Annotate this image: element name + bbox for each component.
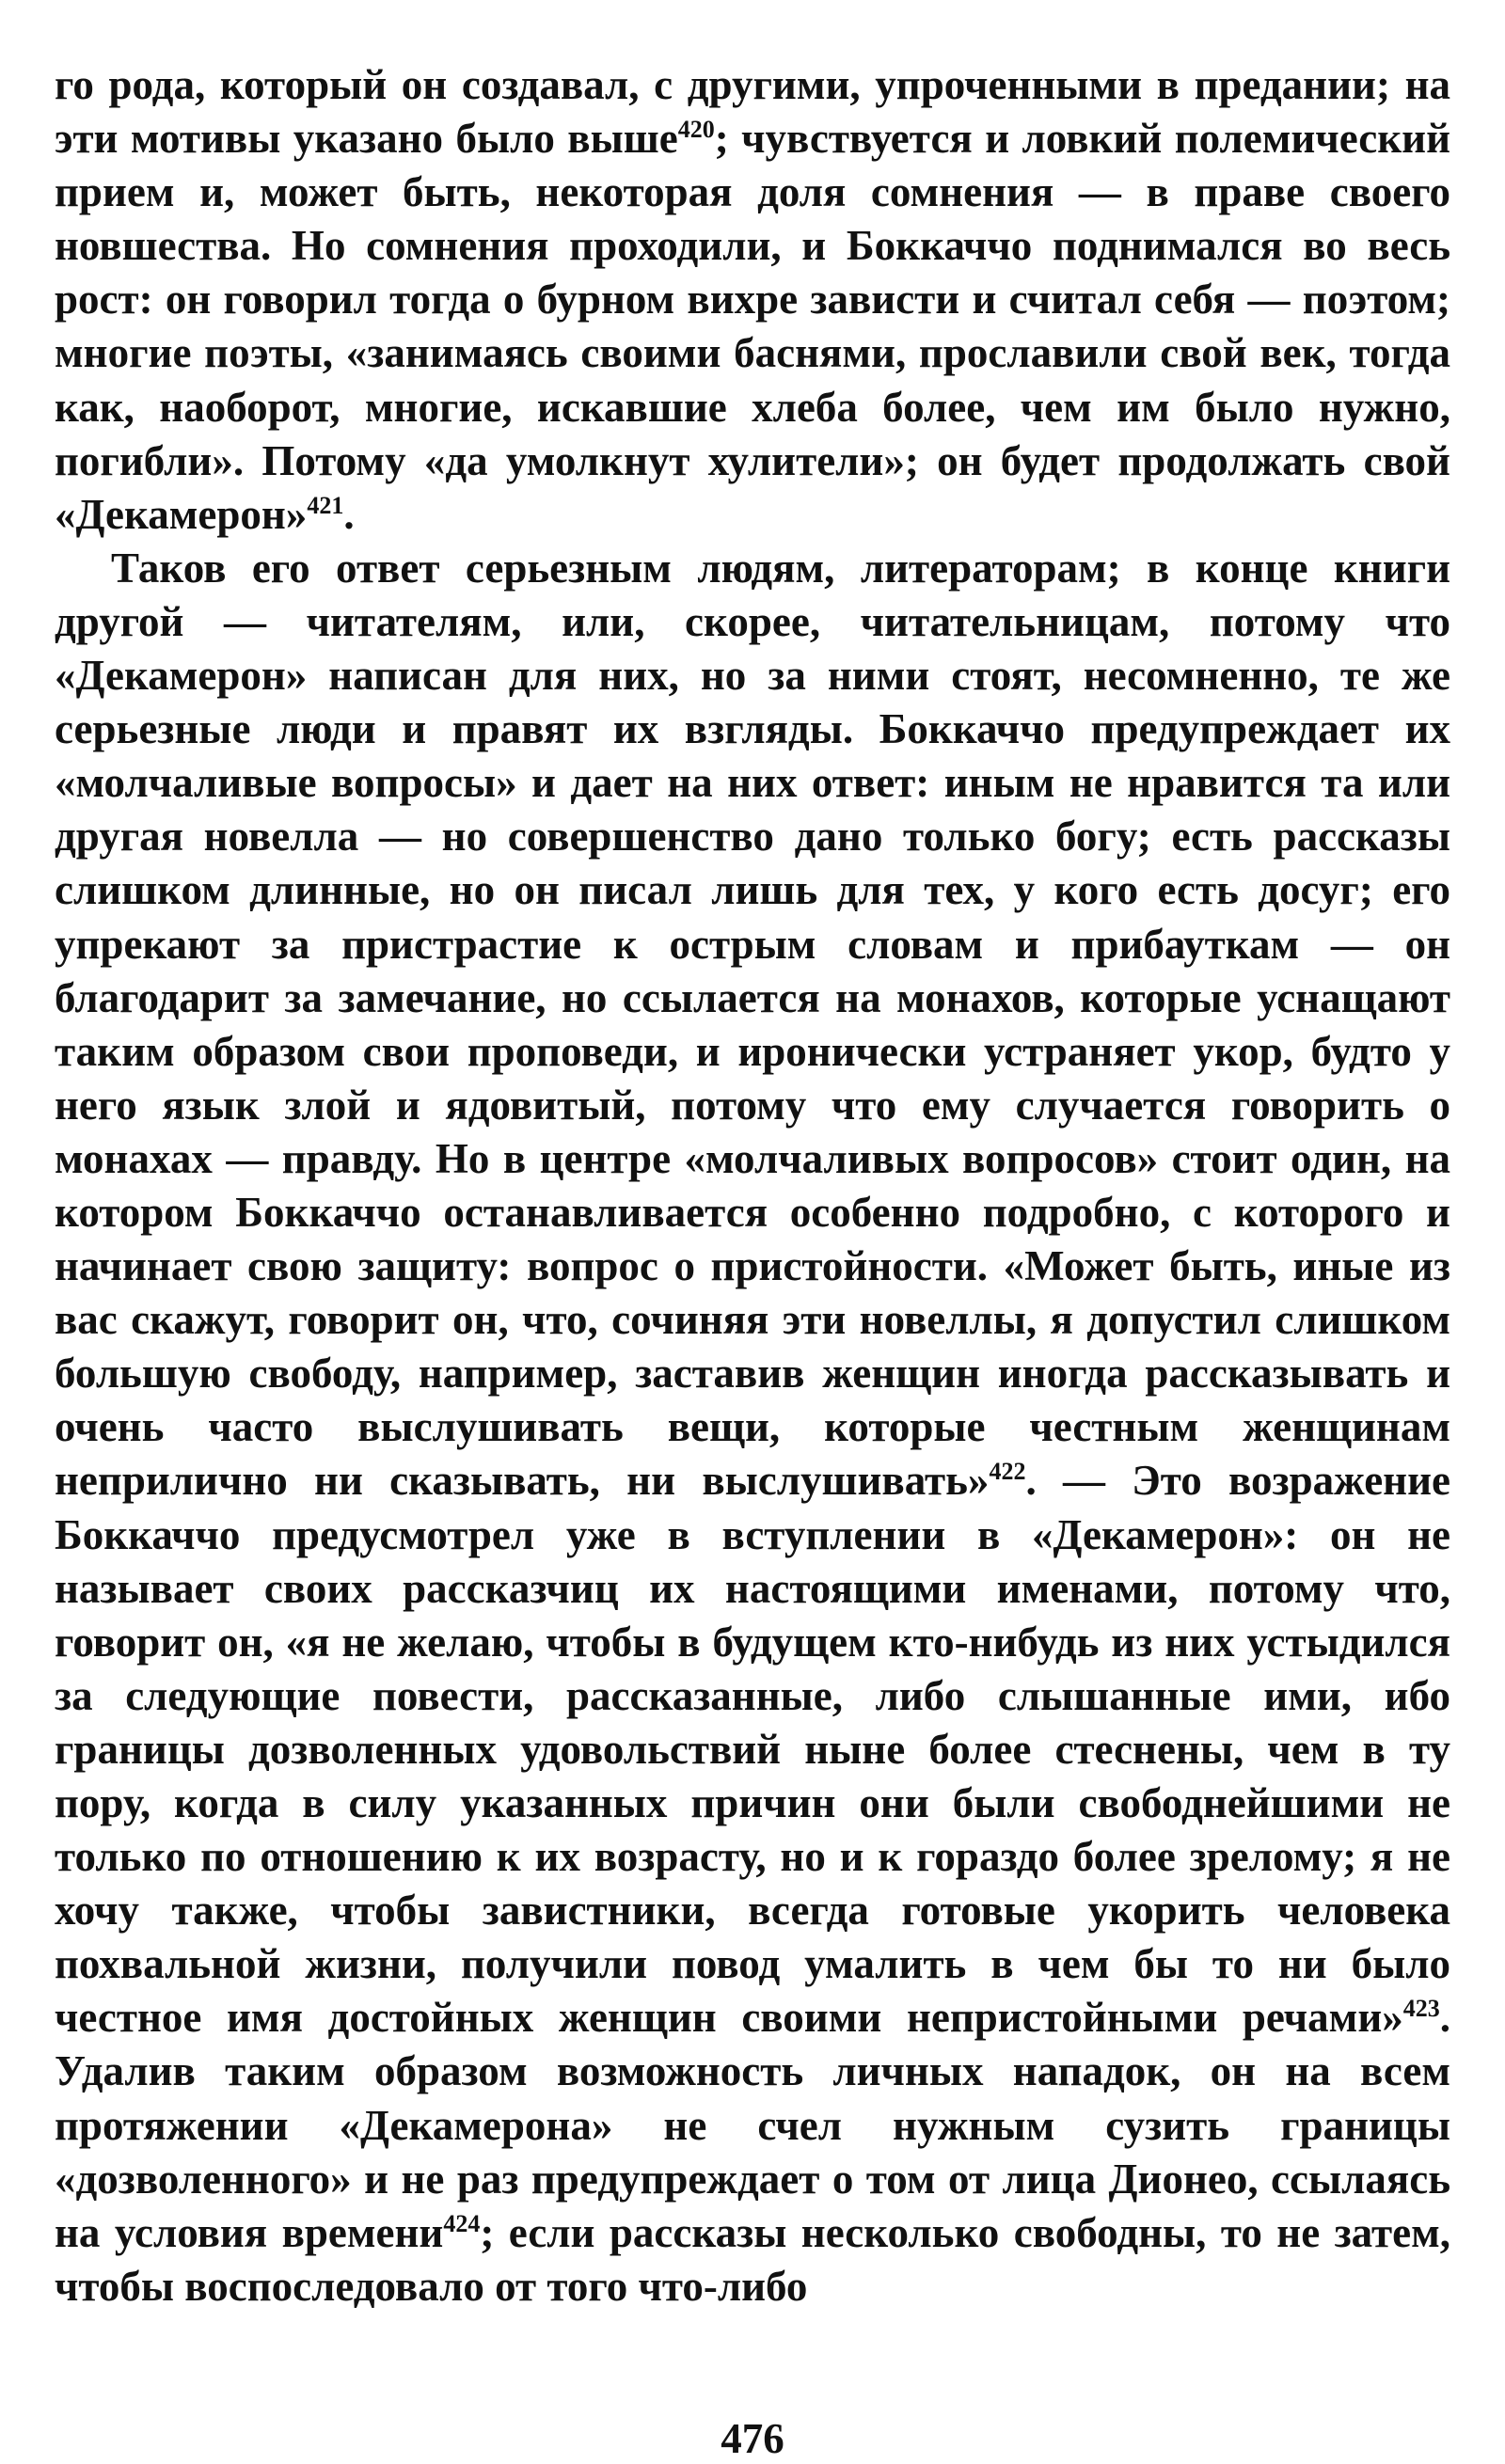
paragraph-text: . bbox=[343, 490, 355, 538]
footnote-ref: 424 bbox=[443, 2209, 481, 2237]
paragraph-text: ; чувствуется и ловкий полемический прием и, может быть, некоторая доля сомнения — в праве своего новшества. Но сомнения проходили, и Боккаччо поднимался во весь рост: он говорил тогда о бурном вихре зависти и считал себя — поэтом; многие поэты, «занимаясь своими баснями, прославили свой век, тогда как, наоборот, многие, искавшие хлеба более, чем им было нужно, погибли». Потому «да умолкнут хулители»; он будет продолжать свой «Декамерон» bbox=[55, 115, 1450, 538]
paragraph-text: . — Это возражение Боккаччо предусмотрел уже в вступлении в «Декамерон»: он не называет своих рассказчиц их настоящими именами, потому что, говорит он, «я не желаю, чтобы в будущем кто-нибудь из них устыдился за следующие повести, рассказанные, либо слышанные ими, ибо границы дозволенных удовольствий ныне более стеснены, чем в ту пору, когда в силу указанных причин они были свободнейшими не только по отношению к их возрасту, но и к гораздо более зрелому; я не хочу также, чтобы завистники, всегда готовые укорить человека похвальной жизни, получили повод умалить в чем бы то ни было честное имя достойных женщин своими непристойными речами» bbox=[55, 1457, 1450, 2042]
paragraph-text: Таков его ответ серьезным людям, литераторам; в конце книги другой — читателям, или, скорее, читательницам, потому что «Декамерон» написан для них, но за ними стоят, несомненно, те же серьезные люди и правят их взгляды. Боккаччо предупреждает их «молчаливые вопросы» и дает на них ответ: иным не нравится та или другая новелла — но совершенство дано только богу; есть рассказы слишком длинные, но он писал лишь для тех, у кого есть досуг; его упрекают за пристрастие к острым словам и прибауткам — он благодарит за замечание, но ссылается на монахов, которые уснащают таким образом свои проповеди, и иронически устраняет укор, будто у него язык злой и ядовитый, потому что ему случается говорить о монахах — правду. Но в центре «молчаливых вопросов» стоит один, на котором Боккаччо останавливается особенно подробно, с которого и начинает свою защиту: вопрос о пристойности. «Может быть, иные из вас скажут, говорит он, что, сочиняя эти новеллы, я допустил слишком большую свободу, например, заставив женщин иногда рассказывать и очень часто выслушивать вещи, которые честным женщинам неприлично ни сказывать, ни выслушивать» bbox=[55, 544, 1450, 1505]
page-number: 476 bbox=[721, 2415, 784, 2462]
footnote-ref: 422 bbox=[989, 1458, 1026, 1486]
footnote-ref: 421 bbox=[307, 491, 344, 519]
book-page-text bbox=[55, 58, 1450, 2314]
footnote-ref: 420 bbox=[677, 116, 715, 144]
footnote-ref: 423 bbox=[1402, 1995, 1440, 2023]
paragraph-text: . Удалив таким образом возможность личных нападок, он на всем протяжении «Декамерона» не счел нужным сузить границы «дозволенного» и не раз предупреждает о том от лица Дионео, ссылаясь на условия времени bbox=[55, 1994, 1450, 2256]
paragraph-text: го рода, который он создавал, с другими, упроченными в предании; на эти мотивы указано было выше bbox=[55, 61, 1450, 163]
paragraph-text: ; если рассказы несколько свободны, то не затем, чтобы воспоследовало от того что-либо bbox=[55, 2208, 1450, 2310]
paragraph-continuation bbox=[55, 58, 1450, 542]
paragraph bbox=[55, 542, 1450, 2314]
